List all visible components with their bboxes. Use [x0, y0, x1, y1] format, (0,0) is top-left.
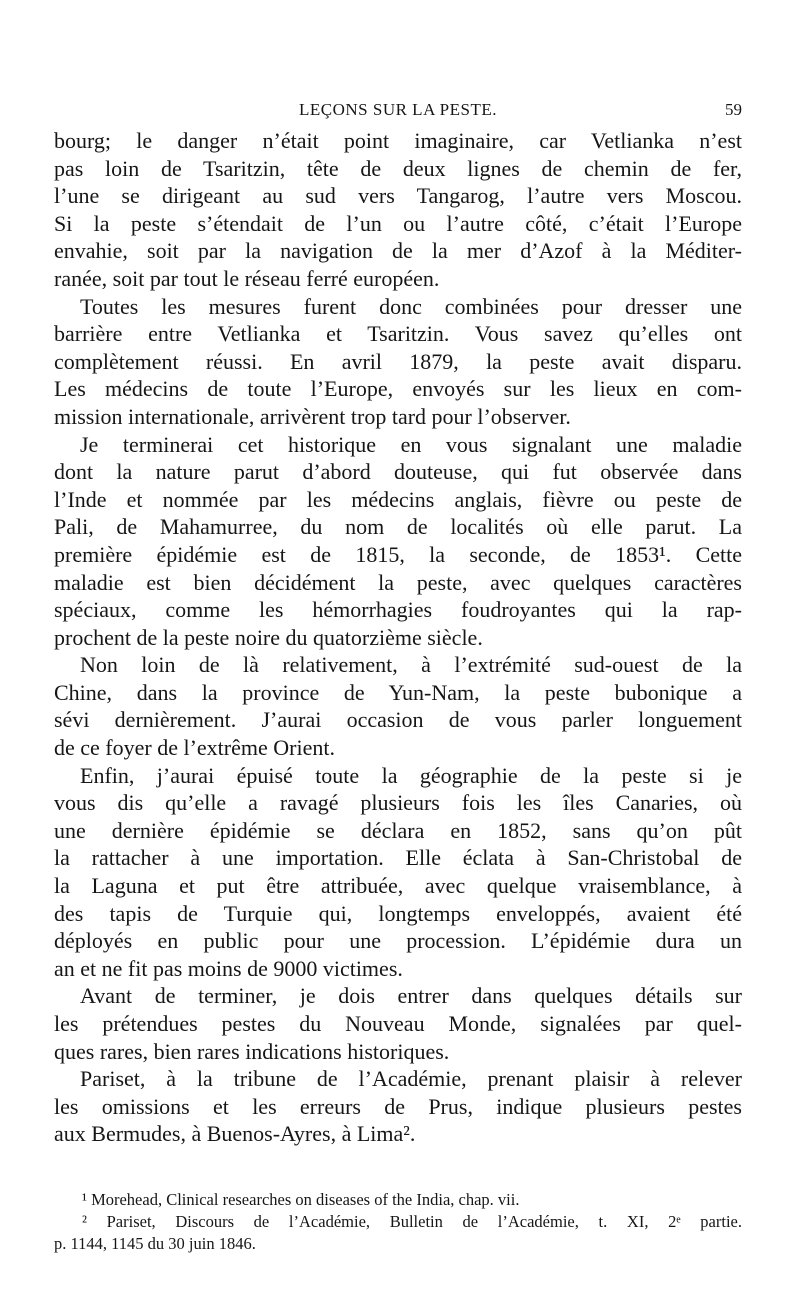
text-line: Non loin de là relativement, à l’extrémité sud-ouest de la — [80, 652, 742, 678]
text-line: pas loin de Tsaritzin, tête de deux lignes de chemin de fer, — [54, 155, 742, 181]
text-line: de ce foyer de l’extrême Orient. — [54, 735, 335, 761]
footnote-2-continuation: p. 1144, 1145 du 30 juin 1846. — [54, 1234, 256, 1253]
text-line: barrière entre Vetlianka et Tsaritzin. Vous savez qu’elles ont — [54, 321, 742, 347]
text-line: l’Inde et nommée par les médecins anglais, fièvre ou peste de — [54, 486, 742, 512]
text-line: la Laguna et put être attribuée, avec quelque vraisemblance, à — [54, 873, 742, 899]
text-line: Enfin, j’aurai épuisé toute la géographie de la peste si je — [80, 762, 742, 788]
text-line: les prétendues pestes du Nouveau Monde, signalées par quel- — [54, 1011, 742, 1036]
text-line: aux Bermudes, à Buenos-Ayres, à Lima². — [54, 1121, 416, 1147]
text-line: la rattacher à une importation. Elle éclata à San-Christobal de — [54, 845, 742, 871]
footnotes — [54, 1189, 742, 1255]
text-line: Chine, dans la province de Yun-Nam, la peste bubonique a — [54, 679, 742, 705]
text-line: sévi dernièrement. J’aurai occasion de vous parler longuement — [54, 707, 742, 733]
text-line: Pariset, à la tribune de l’Académie, prenant plaisir à relever — [80, 1066, 742, 1092]
text-line: Les médecins de toute l’Europe, envoyés sur les lieux en com- — [54, 376, 742, 402]
text-line: spéciaux, comme les hémorrhagies foudroyantes qui la rap- — [54, 597, 742, 623]
text-line: Pali, de Mahamurree, du nom de localités où elle parut. La — [54, 514, 742, 540]
text-line: Toutes les mesures furent donc combinées pour dresser une — [80, 293, 742, 319]
running-title: LEÇONS SUR LA PESTE. — [299, 100, 497, 119]
text-line: une dernière épidémie se déclara en 1852, sans qu’on pût — [54, 817, 742, 843]
text-line: déployés en public pour une procession. L’épidémie dura un — [54, 928, 742, 954]
text-line: Si la peste s’étendait de l’un ou l’autre côté, c’était l’Europe — [54, 210, 742, 236]
text-line: ques rares, bien rares indications historiques. — [54, 1038, 450, 1064]
text-line: bourg; le danger n’était point imaginaire, car Vetlianka n’est — [54, 128, 742, 153]
text-line: Je terminerai cet historique en vous signalant une maladie — [80, 431, 742, 457]
text-line: maladie est bien décidément la peste, avec quelques caractères — [54, 569, 742, 595]
text-line: les omissions et les erreurs de Prus, indique plusieurs pestes — [54, 1093, 742, 1119]
footnote-1: ¹ Morehead, Clinical researches on diseases of the India, chap. vii. — [82, 1190, 520, 1209]
text-line: Avant de terminer, je dois entrer dans quelques détails sur — [80, 983, 742, 1009]
text-line: l’une se dirigeant au sud vers Tangarog, l’autre vers Moscou. — [54, 183, 742, 209]
text-line: dont la nature parut d’abord douteuse, qui fut observée dans — [54, 459, 742, 485]
text-line: an et ne fit pas moins de 9000 victimes. — [54, 955, 403, 981]
text-line: vous dis qu’elle a ravagé plusieurs fois les îles Canaries, où — [54, 790, 742, 816]
text-line: ranée, soit par tout le réseau ferré européen. — [54, 265, 440, 291]
page-header — [54, 100, 742, 130]
footnote-2: ² Pariset, Discours de l’Académie, Bulletin de l’Académie, t. XI, 2ᵉ partie. — [82, 1212, 742, 1231]
text-line: des tapis de Turquie qui, longtemps enveloppés, avaient été — [54, 900, 742, 926]
text-line: première épidémie est de 1815, la seconde, de 1853¹. Cette — [54, 541, 742, 567]
body-text — [54, 127, 742, 1148]
page-number: 59 — [725, 100, 742, 119]
text-line: complètement réussi. En avril 1879, la peste avait disparu. — [54, 348, 742, 374]
text-line: envahie, soit par la navigation de la mer d’Azof à la Méditer- — [54, 238, 742, 264]
text-line: mission internationale, arrivèrent trop tard pour l’observer. — [54, 403, 571, 429]
text-line: prochent de la peste noire du quatorzième siècle. — [54, 624, 483, 650]
